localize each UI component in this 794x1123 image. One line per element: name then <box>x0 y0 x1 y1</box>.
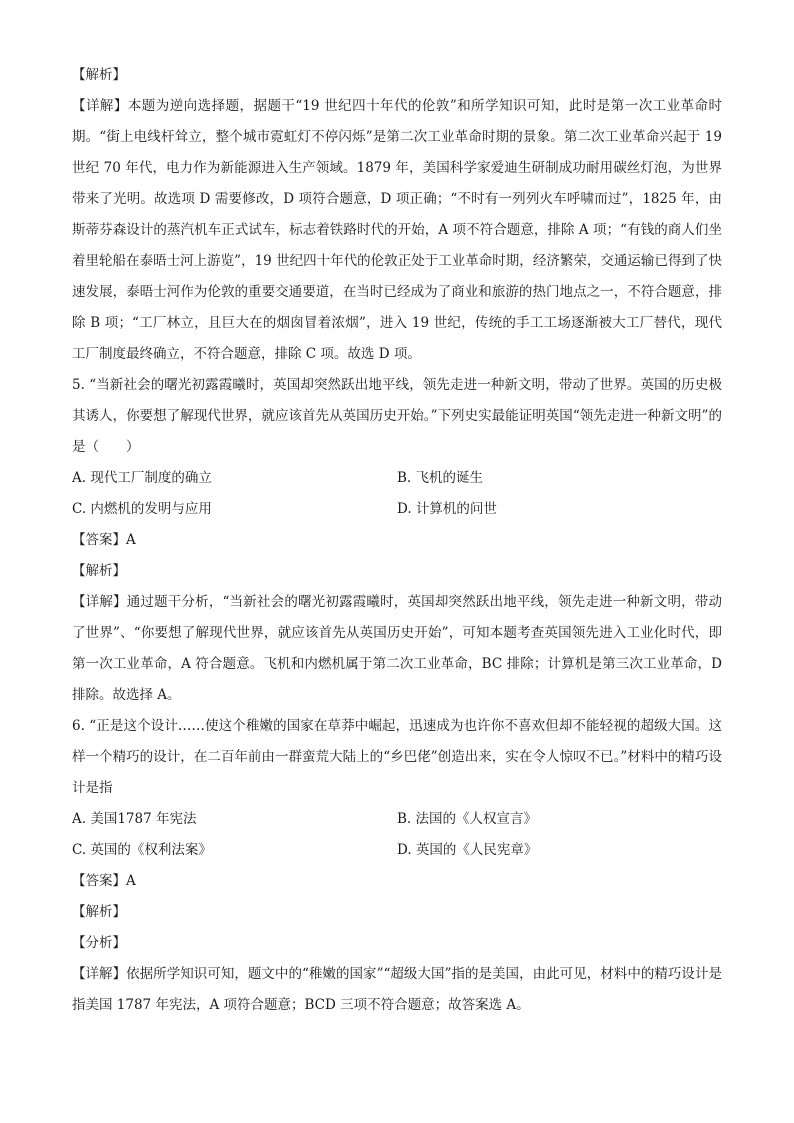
q5-option-b: B. 飞机的诞生 <box>397 470 484 486</box>
q6-option-d: D. 英国的《人民宪章》 <box>397 842 538 858</box>
document-page <box>72 60 722 1021</box>
q5-detailed-explanation: 【详解】通过题干分析，“当新社会的曙光初露霞曦时，英国却突然跃出地平线，领先走进一种新文明，带动了世界”、“你要想了解现代世界，就应该首先从英国历史开始”，可知本题考查英国领先进入工业化时代，即第一次工业革命，A 符合题意。飞机和内燃机属于第二次工业革命，BC 排除；计算机是第三次工业革命，D 排除。故选择 A。 <box>72 594 722 703</box>
question-5-stem: 5. “当新社会的曙光初露霞曦时，英国却突然跃出地平线，领先走进一种新文明，带动了世界。英国的历史极其诱人，你要想了解现代世界，就应该首先从英国历史开始。”下列史实最能证明英国“领先走进一种新文明”的是（ ） <box>72 377 722 455</box>
analysis-heading: 【解析】 <box>72 67 126 83</box>
q6-analysis-subheading: 【分析】 <box>72 935 126 951</box>
question-6-stem: 6. “正是这个设计……使这个稚嫩的国家在草莽中崛起，迅速成为也许你不喜欢但却不能轻视的超级大国。这样一个精巧的设计，在二百年前由一群蛮荒大陆上的“乡巴佬”创造出来，实在令人惊叹不已。”材料中的精巧设计是指 <box>72 718 722 796</box>
q4-detailed-explanation: 【详解】本题为逆向选择题，据题干“19 世纪四十年代的伦敦”和所学知识可知，此时是第一次工业革命时期。“街上电线杆耸立，整个城市霓虹灯不停闪烁”是第二次工业革命时期的景象。第二次工业革命兴起于 19 世纪 70 年代，电力作为新能源进入生产领域。1879 年，美国科学家爱迪生研制成功耐用碳丝灯泡，为世界带来了光明。故选项 D 需要修改，D 项符合题意，D 项正确；“不时有一列列火车呼啸而过”，1825 年，由斯蒂芬森设计的蒸汽机车正式试车，标志着铁路时代的开始，A 项不符合题意，排除 A 项；“有钱的商人们坐着里轮船在泰晤士河上游览”，19 世纪四十年代的伦敦正处于工业革命时期，经济繁荣，交通运输已得到了快速发展，泰晤士河作为伦敦的重要交通要道，在当时已经成为了商业和旅游的热门地点之一，不符合题意，排除 B 项；“工厂林立，且巨大在的烟囱冒着浓烟”，进入 19 世纪，传统的手工工场逐渐被大工厂替代，现代工厂制度最终确立，不符合题意，排除 C 项。故选 D 项。 <box>72 98 722 362</box>
q5-option-c: C. 内燃机的发明与应用 <box>72 501 212 517</box>
q6-answer: 【答案】A <box>72 873 136 889</box>
q5-options-row-2 <box>72 494 722 525</box>
q6-option-a: A. 美国1787 年宪法 <box>72 811 197 827</box>
q6-detailed-explanation: 【详解】依据所学知识可知，题文中的“稚嫩的国家”“超级大国”指的是美国，由此可见，材料中的精巧设计是指美国 1787 年宪法，A 项符合题意；BCD 三项不符合题意；故答案选 A。 <box>72 966 722 1013</box>
q6-options-row-1 <box>72 804 722 835</box>
q5-analysis-heading: 【解析】 <box>72 563 126 579</box>
q5-answer: 【答案】A <box>72 532 136 548</box>
q6-option-b: B. 法国的《人权宣言》 <box>397 811 538 827</box>
q5-options-row-1 <box>72 463 722 494</box>
q5-option-a: A. 现代工厂制度的确立 <box>72 470 212 486</box>
q6-options-row-2 <box>72 835 722 866</box>
q6-option-c: C. 英国的《权利法案》 <box>72 842 212 858</box>
q5-option-d: D. 计算机的问世 <box>397 501 497 517</box>
q6-analysis-heading: 【解析】 <box>72 904 126 920</box>
